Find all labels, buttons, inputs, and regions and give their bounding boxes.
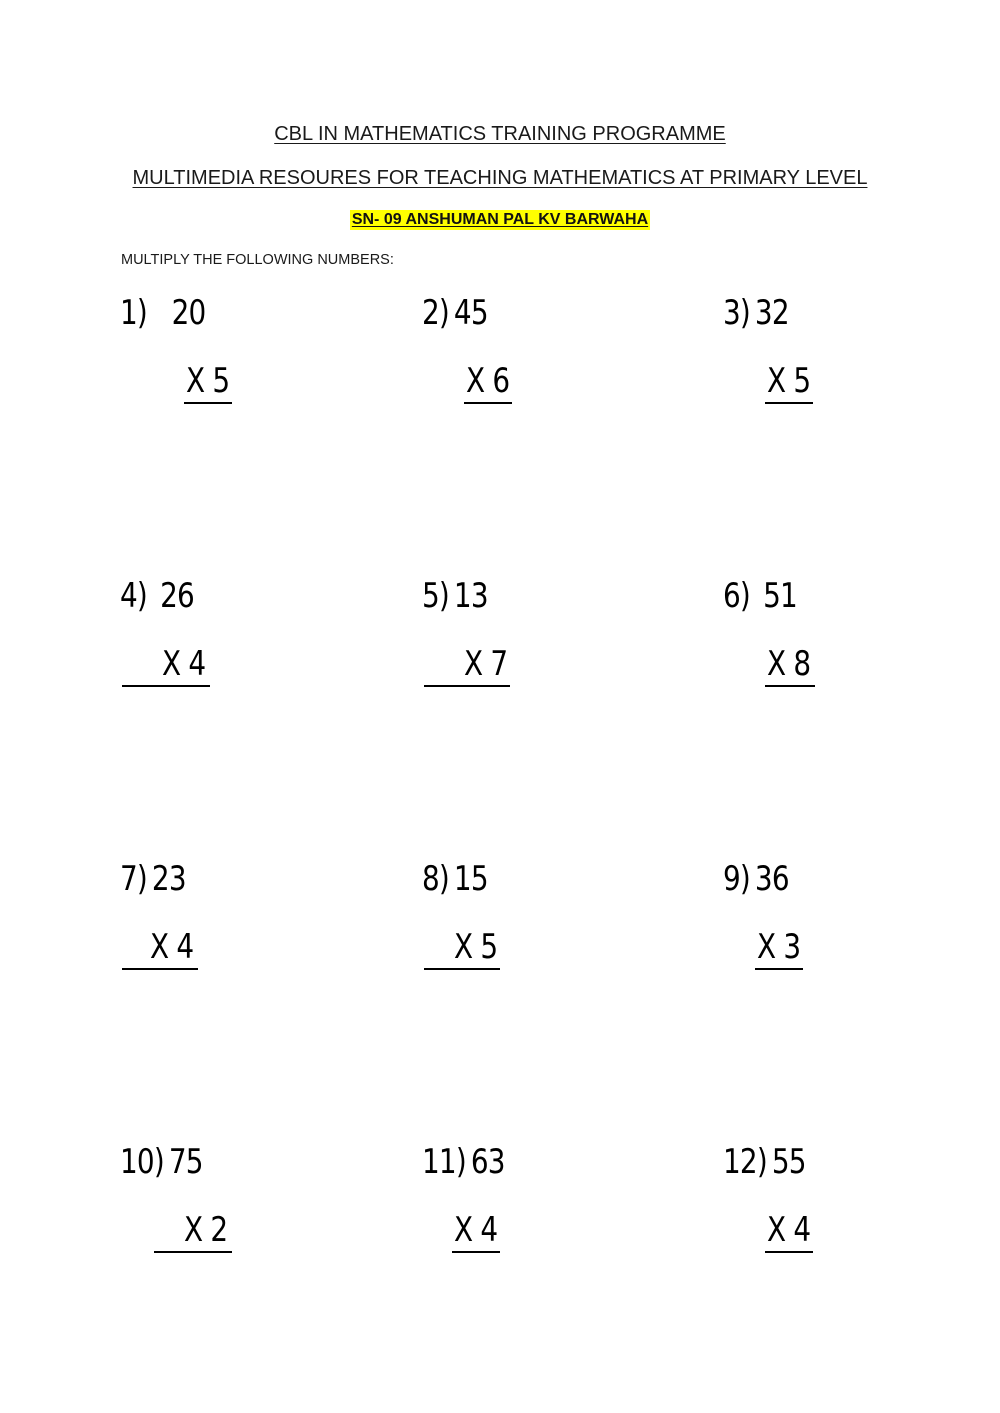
author-highlight: SN- 09 ANSHUMAN PAL KV BARWAHA (351, 211, 649, 228)
answer-underline (184, 402, 232, 404)
answer-underline (154, 1251, 232, 1253)
problem-number: 23 (151, 859, 186, 899)
problem-8 (422, 859, 622, 1012)
answer-underline (464, 402, 512, 404)
problem-label: 7) (120, 859, 147, 899)
problem-label: 5) (422, 576, 449, 616)
instruction-text: MULTIPLY THE FOLLOWING NUMBERS: (121, 252, 394, 268)
answer-underline (765, 1251, 813, 1253)
problem-number-line (120, 1142, 203, 1182)
answer-underline (424, 685, 510, 687)
problem-number: 55 (771, 1142, 806, 1182)
problem-number-line (422, 1142, 505, 1182)
problem-number: 63 (470, 1142, 505, 1182)
problem-label: 9) (723, 859, 750, 899)
answer-underline (765, 402, 813, 404)
problem-5 (422, 576, 622, 729)
problem-label: 1) (120, 293, 147, 333)
problem-4 (120, 576, 320, 729)
problem-1 (120, 293, 320, 446)
problem-number-line (422, 293, 488, 333)
multiplier: X 4 (162, 644, 206, 684)
problem-number-line (120, 859, 186, 899)
problem-label: 12) (723, 1142, 767, 1182)
problem-2 (422, 293, 622, 446)
problem-number-line (723, 859, 789, 899)
multiplier: X 8 (767, 644, 811, 684)
problem-number: 45 (453, 293, 488, 333)
answer-underline (424, 968, 500, 970)
problem-6 (723, 576, 923, 729)
answer-underline (765, 685, 815, 687)
multiplier: X 5 (454, 927, 498, 967)
multiplier: X 2 (184, 1210, 228, 1250)
multiplier: X 4 (150, 927, 194, 967)
problem-number-line (723, 1142, 806, 1182)
title-line-1: CBL IN MATHEMATICS TRAINING PROGRAMME (274, 123, 726, 145)
problem-label: 2) (422, 293, 449, 333)
multiplier: X 7 (464, 644, 508, 684)
problem-number: 32 (754, 293, 789, 333)
multiplier: X 4 (767, 1210, 811, 1250)
problem-number: 51 (763, 576, 797, 616)
problem-number-line (422, 859, 488, 899)
problem-3 (723, 293, 923, 446)
problem-number-line (723, 576, 797, 616)
multiplier: X 6 (466, 361, 510, 401)
problem-7 (120, 859, 320, 1012)
answer-underline (755, 968, 803, 970)
title-line-2: MULTIMEDIA RESOURES FOR TEACHING MATHEMATICS AT PRIMARY LEVEL (132, 167, 868, 189)
problem-12 (723, 1142, 923, 1295)
problem-number: 75 (168, 1142, 203, 1182)
problem-number: 26 (160, 576, 194, 616)
multiplier: X 4 (454, 1210, 498, 1250)
answer-underline (452, 1251, 500, 1253)
problem-number: 20 (171, 293, 206, 333)
problem-label: 11) (422, 1142, 466, 1182)
author-row (0, 210, 1000, 230)
multiplier: X 5 (767, 361, 811, 401)
problem-10 (120, 1142, 320, 1295)
answer-underline (122, 968, 198, 970)
problem-number: 15 (453, 859, 488, 899)
problem-label: 4) (120, 576, 147, 616)
problem-number-line (120, 293, 206, 333)
problem-number-line (422, 576, 488, 616)
problem-number-line (120, 576, 194, 616)
problem-number: 13 (453, 576, 488, 616)
problem-label: 3) (723, 293, 750, 333)
problem-number: 36 (754, 859, 789, 899)
problem-9 (723, 859, 923, 1012)
multiplier: X 5 (186, 361, 230, 401)
problem-11 (422, 1142, 622, 1295)
problem-number-line (723, 293, 789, 333)
problem-label: 10) (120, 1142, 164, 1182)
multiplier: X 3 (757, 927, 801, 967)
problem-label: 8) (422, 859, 449, 899)
answer-underline (122, 685, 210, 687)
problem-label: 6) (723, 576, 750, 616)
